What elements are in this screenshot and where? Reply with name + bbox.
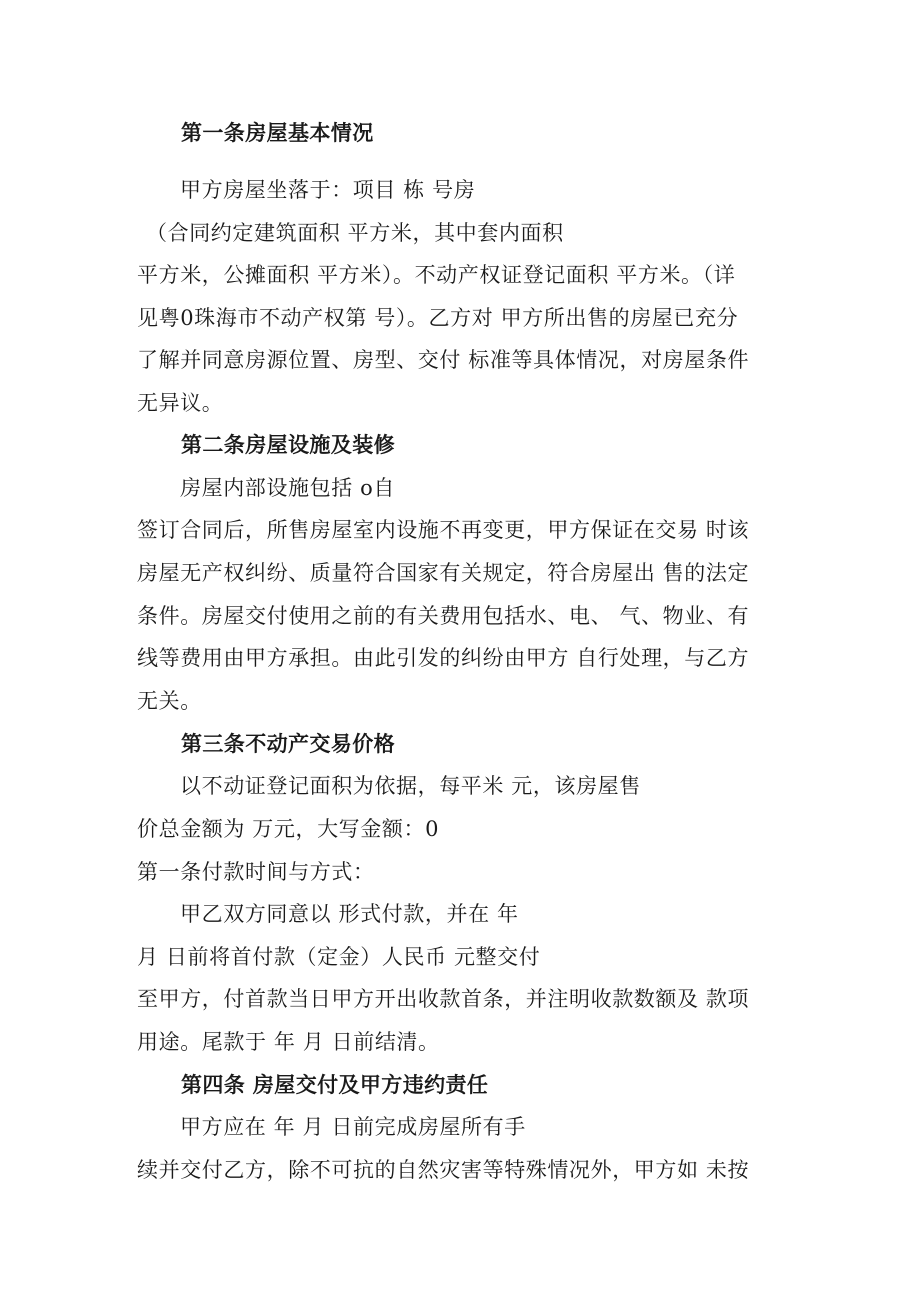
text-line: 价总金额为 万元，大写金额：0 bbox=[137, 817, 440, 841]
text-line: 无异议。 bbox=[137, 391, 224, 415]
text-line: 无关。 bbox=[137, 689, 202, 713]
text-line: 见粤0珠海市不动产权第 号）。乙方对 甲方所出售的房屋已充分 bbox=[137, 306, 739, 330]
text-line: 房屋无产权纠纷、质量符合国家有关规定，符合房屋出 售的法定 bbox=[137, 561, 750, 585]
text-line: 房屋内部设施包括 o自 bbox=[180, 476, 395, 500]
text-line: 续并交付乙方，除不可抗的自然灾害等特殊情况外，甲方如 未按 bbox=[137, 1158, 750, 1182]
section-heading-2: 第二条房屋设施及装修 bbox=[181, 433, 395, 457]
text-line: 甲乙双方同意以 形式付款，并在 年 bbox=[180, 902, 519, 926]
text-line: 甲方应在 年 月 日前完成房屋所有手 bbox=[180, 1115, 526, 1139]
section-heading-1: 第一条房屋基本情况 bbox=[181, 121, 374, 145]
text-line: （合同约定建筑面积 平方米，其中套内面积 bbox=[146, 221, 564, 245]
text-line: 签订合同后，所售房屋室内设施不再变更，甲方保证在交易 时该 bbox=[137, 518, 750, 542]
text-line: 至甲方，付首款当日甲方开出收款首条，并注明收款数额及 款项 bbox=[137, 987, 750, 1011]
text-line: 第一条付款时间与方式： bbox=[137, 860, 375, 884]
text-line: 条件。房屋交付使用之前的有关费用包括水、电、 气、物业、有 bbox=[137, 604, 750, 628]
text-line: 甲方房屋坐落于：项目 栋 号房 bbox=[180, 178, 476, 202]
text-line: 线等费用由甲方承担。由此引发的纠纷由甲方 自行处理，与乙方 bbox=[137, 646, 750, 670]
text-line: 以不动证登记面积为依据，每平米 元，该房屋售 bbox=[180, 774, 641, 798]
section-heading-3: 第三条不动产交易价格 bbox=[181, 732, 395, 756]
text-line: 用途。尾款于 年 月 日前结清。 bbox=[137, 1030, 440, 1054]
text-line: 月 日前将首付款（定金）人民币 元整交付 bbox=[137, 945, 541, 969]
text-line: 平方米，公摊面积 平方米）。不动产权证登记面积 平方米。（详 bbox=[137, 263, 736, 287]
section-heading-4: 第四条 房屋交付及甲方违约责任 bbox=[181, 1073, 489, 1097]
text-line: 了解并同意房源位置、房型、交付 标准等具体情况，对房屋条件 bbox=[137, 348, 750, 372]
